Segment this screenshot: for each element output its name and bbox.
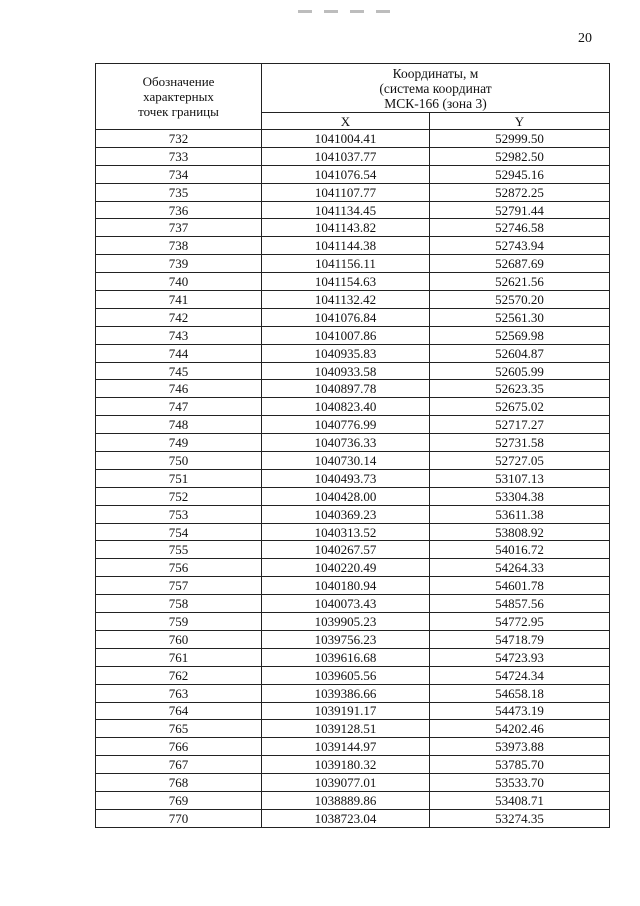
point-cell: 752 bbox=[96, 487, 262, 505]
y-coordinate-cell: 54857.56 bbox=[430, 595, 610, 613]
y-coordinate-cell: 52621.56 bbox=[430, 273, 610, 291]
table-row bbox=[96, 434, 610, 452]
y-coordinate-cell: 52999.50 bbox=[430, 130, 610, 148]
table-row bbox=[96, 237, 610, 255]
header-y-label: Y bbox=[430, 113, 610, 130]
point-cell: 743 bbox=[96, 326, 262, 344]
point-cell: 769 bbox=[96, 791, 262, 809]
x-coordinate-cell: 1041154.63 bbox=[262, 273, 430, 291]
point-cell: 736 bbox=[96, 201, 262, 219]
table-row bbox=[96, 452, 610, 470]
x-coordinate-cell: 1040220.49 bbox=[262, 559, 430, 577]
x-coordinate-cell: 1041143.82 bbox=[262, 219, 430, 237]
table-row bbox=[96, 791, 610, 809]
y-coordinate-cell: 54473.19 bbox=[430, 702, 610, 720]
x-coordinate-cell: 1041107.77 bbox=[262, 183, 430, 201]
table-row bbox=[96, 326, 610, 344]
table-row bbox=[96, 273, 610, 291]
table-row bbox=[96, 809, 610, 827]
y-coordinate-cell: 52623.35 bbox=[430, 380, 610, 398]
x-coordinate-cell: 1040730.14 bbox=[262, 452, 430, 470]
table-row bbox=[96, 577, 610, 595]
point-cell: 749 bbox=[96, 434, 262, 452]
point-cell: 732 bbox=[96, 130, 262, 148]
x-coordinate-cell: 1041076.84 bbox=[262, 308, 430, 326]
x-coordinate-cell: 1040776.99 bbox=[262, 416, 430, 434]
x-coordinate-cell: 1040428.00 bbox=[262, 487, 430, 505]
table-row bbox=[96, 201, 610, 219]
table-row bbox=[96, 523, 610, 541]
table-row bbox=[96, 684, 610, 702]
point-cell: 768 bbox=[96, 774, 262, 792]
y-coordinate-cell: 52569.98 bbox=[430, 326, 610, 344]
point-cell: 741 bbox=[96, 291, 262, 309]
point-cell: 755 bbox=[96, 541, 262, 559]
coordinates-table bbox=[95, 63, 610, 828]
y-coordinate-cell: 53808.92 bbox=[430, 523, 610, 541]
x-coordinate-cell: 1040933.58 bbox=[262, 362, 430, 380]
x-coordinate-cell: 1039180.32 bbox=[262, 756, 430, 774]
point-cell: 745 bbox=[96, 362, 262, 380]
header-coords-line-2: (система координат bbox=[379, 80, 492, 96]
table-row bbox=[96, 469, 610, 487]
point-cell: 760 bbox=[96, 630, 262, 648]
y-coordinate-cell: 52791.44 bbox=[430, 201, 610, 219]
table-row bbox=[96, 398, 610, 416]
header-point-line-2: характерных bbox=[143, 89, 214, 104]
x-coordinate-cell: 1040369.23 bbox=[262, 505, 430, 523]
x-coordinate-cell: 1039605.56 bbox=[262, 666, 430, 684]
x-coordinate-cell: 1041132.42 bbox=[262, 291, 430, 309]
point-cell: 734 bbox=[96, 165, 262, 183]
point-cell: 742 bbox=[96, 308, 262, 326]
y-coordinate-cell: 52872.25 bbox=[430, 183, 610, 201]
x-coordinate-cell: 1040736.33 bbox=[262, 434, 430, 452]
header-point-label bbox=[96, 64, 262, 130]
x-coordinate-cell: 1039128.51 bbox=[262, 720, 430, 738]
table-row bbox=[96, 291, 610, 309]
table-row bbox=[96, 756, 610, 774]
y-coordinate-cell: 52605.99 bbox=[430, 362, 610, 380]
table-row bbox=[96, 344, 610, 362]
page-number: 20 bbox=[578, 31, 592, 46]
x-coordinate-cell: 1040823.40 bbox=[262, 398, 430, 416]
x-coordinate-cell: 1039905.23 bbox=[262, 613, 430, 631]
y-coordinate-cell: 52687.69 bbox=[430, 255, 610, 273]
x-coordinate-cell: 1039191.17 bbox=[262, 702, 430, 720]
point-cell: 738 bbox=[96, 237, 262, 255]
point-cell: 747 bbox=[96, 398, 262, 416]
table-row bbox=[96, 648, 610, 666]
y-coordinate-cell: 52945.16 bbox=[430, 165, 610, 183]
x-coordinate-cell: 1038723.04 bbox=[262, 809, 430, 827]
x-coordinate-cell: 1040267.57 bbox=[262, 541, 430, 559]
y-coordinate-cell: 52746.58 bbox=[430, 219, 610, 237]
y-coordinate-cell: 54723.93 bbox=[430, 648, 610, 666]
table-row bbox=[96, 720, 610, 738]
y-coordinate-cell: 53785.70 bbox=[430, 756, 610, 774]
point-cell: 753 bbox=[96, 505, 262, 523]
point-cell: 759 bbox=[96, 613, 262, 631]
point-cell: 757 bbox=[96, 577, 262, 595]
point-cell: 737 bbox=[96, 219, 262, 237]
y-coordinate-cell: 53408.71 bbox=[430, 791, 610, 809]
table-row bbox=[96, 219, 610, 237]
table-row bbox=[96, 362, 610, 380]
x-coordinate-cell: 1041004.41 bbox=[262, 130, 430, 148]
scan-artifact-top bbox=[298, 0, 498, 5]
x-coordinate-cell: 1040897.78 bbox=[262, 380, 430, 398]
table-row bbox=[96, 505, 610, 523]
header-x-label: X bbox=[262, 113, 430, 130]
table-row bbox=[96, 613, 610, 631]
y-coordinate-cell: 54718.79 bbox=[430, 630, 610, 648]
table-row bbox=[96, 130, 610, 148]
table-row bbox=[96, 738, 610, 756]
y-coordinate-cell: 52675.02 bbox=[430, 398, 610, 416]
x-coordinate-cell: 1041156.11 bbox=[262, 255, 430, 273]
y-coordinate-cell: 54724.34 bbox=[430, 666, 610, 684]
x-coordinate-cell: 1040073.43 bbox=[262, 595, 430, 613]
x-coordinate-cell: 1039386.66 bbox=[262, 684, 430, 702]
header-coords-line-3: МСК-166 (зона 3) bbox=[384, 95, 487, 111]
point-cell: 762 bbox=[96, 666, 262, 684]
table-row bbox=[96, 183, 610, 201]
table-body bbox=[96, 130, 610, 828]
x-coordinate-cell: 1040935.83 bbox=[262, 344, 430, 362]
x-coordinate-cell: 1039144.97 bbox=[262, 738, 430, 756]
table-row bbox=[96, 559, 610, 577]
x-coordinate-cell: 1039756.23 bbox=[262, 630, 430, 648]
y-coordinate-cell: 52731.58 bbox=[430, 434, 610, 452]
y-coordinate-cell: 54658.18 bbox=[430, 684, 610, 702]
table-row bbox=[96, 595, 610, 613]
point-cell: 756 bbox=[96, 559, 262, 577]
table-row bbox=[96, 487, 610, 505]
x-coordinate-cell: 1041076.54 bbox=[262, 165, 430, 183]
x-coordinate-cell: 1041037.77 bbox=[262, 147, 430, 165]
x-coordinate-cell: 1039077.01 bbox=[262, 774, 430, 792]
point-cell: 751 bbox=[96, 469, 262, 487]
table-row bbox=[96, 541, 610, 559]
y-coordinate-cell: 53533.70 bbox=[430, 774, 610, 792]
table-row bbox=[96, 165, 610, 183]
y-coordinate-cell: 54016.72 bbox=[430, 541, 610, 559]
table-row bbox=[96, 702, 610, 720]
y-coordinate-cell: 54772.95 bbox=[430, 613, 610, 631]
y-coordinate-cell: 54264.33 bbox=[430, 559, 610, 577]
y-coordinate-cell: 52727.05 bbox=[430, 452, 610, 470]
y-coordinate-cell: 53107.13 bbox=[430, 469, 610, 487]
point-cell: 770 bbox=[96, 809, 262, 827]
point-cell: 739 bbox=[96, 255, 262, 273]
y-coordinate-cell: 52570.20 bbox=[430, 291, 610, 309]
y-coordinate-cell: 52604.87 bbox=[430, 344, 610, 362]
x-coordinate-cell: 1038889.86 bbox=[262, 791, 430, 809]
point-cell: 735 bbox=[96, 183, 262, 201]
point-cell: 764 bbox=[96, 702, 262, 720]
point-cell: 767 bbox=[96, 756, 262, 774]
y-coordinate-cell: 53304.38 bbox=[430, 487, 610, 505]
table-row bbox=[96, 147, 610, 165]
point-cell: 746 bbox=[96, 380, 262, 398]
y-coordinate-cell: 53274.35 bbox=[430, 809, 610, 827]
point-cell: 765 bbox=[96, 720, 262, 738]
x-coordinate-cell: 1040493.73 bbox=[262, 469, 430, 487]
header-coordinates-label bbox=[262, 64, 610, 113]
table-row bbox=[96, 255, 610, 273]
y-coordinate-cell: 53973.88 bbox=[430, 738, 610, 756]
point-cell: 744 bbox=[96, 344, 262, 362]
x-coordinate-cell: 1040180.94 bbox=[262, 577, 430, 595]
y-coordinate-cell: 52743.94 bbox=[430, 237, 610, 255]
header-coords-line-1: Координаты, м bbox=[392, 65, 479, 81]
point-cell: 748 bbox=[96, 416, 262, 434]
x-coordinate-cell: 1041007.86 bbox=[262, 326, 430, 344]
point-cell: 761 bbox=[96, 648, 262, 666]
x-coordinate-cell: 1040313.52 bbox=[262, 523, 430, 541]
y-coordinate-cell: 53611.38 bbox=[430, 505, 610, 523]
point-cell: 766 bbox=[96, 738, 262, 756]
header-point-line-3: точек границы bbox=[138, 104, 219, 119]
table-row bbox=[96, 416, 610, 434]
point-cell: 733 bbox=[96, 147, 262, 165]
point-cell: 754 bbox=[96, 523, 262, 541]
y-coordinate-cell: 54601.78 bbox=[430, 577, 610, 595]
x-coordinate-cell: 1039616.68 bbox=[262, 648, 430, 666]
x-coordinate-cell: 1041134.45 bbox=[262, 201, 430, 219]
y-coordinate-cell: 52982.50 bbox=[430, 147, 610, 165]
y-coordinate-cell: 54202.46 bbox=[430, 720, 610, 738]
table-row bbox=[96, 630, 610, 648]
x-coordinate-cell: 1041144.38 bbox=[262, 237, 430, 255]
table-row bbox=[96, 308, 610, 326]
y-coordinate-cell: 52561.30 bbox=[430, 308, 610, 326]
header-point-line-1: Обозначение bbox=[142, 74, 215, 89]
point-cell: 740 bbox=[96, 273, 262, 291]
table-row bbox=[96, 380, 610, 398]
y-coordinate-cell: 52717.27 bbox=[430, 416, 610, 434]
table-row bbox=[96, 666, 610, 684]
point-cell: 750 bbox=[96, 452, 262, 470]
point-cell: 758 bbox=[96, 595, 262, 613]
point-cell: 763 bbox=[96, 684, 262, 702]
table-row bbox=[96, 774, 610, 792]
